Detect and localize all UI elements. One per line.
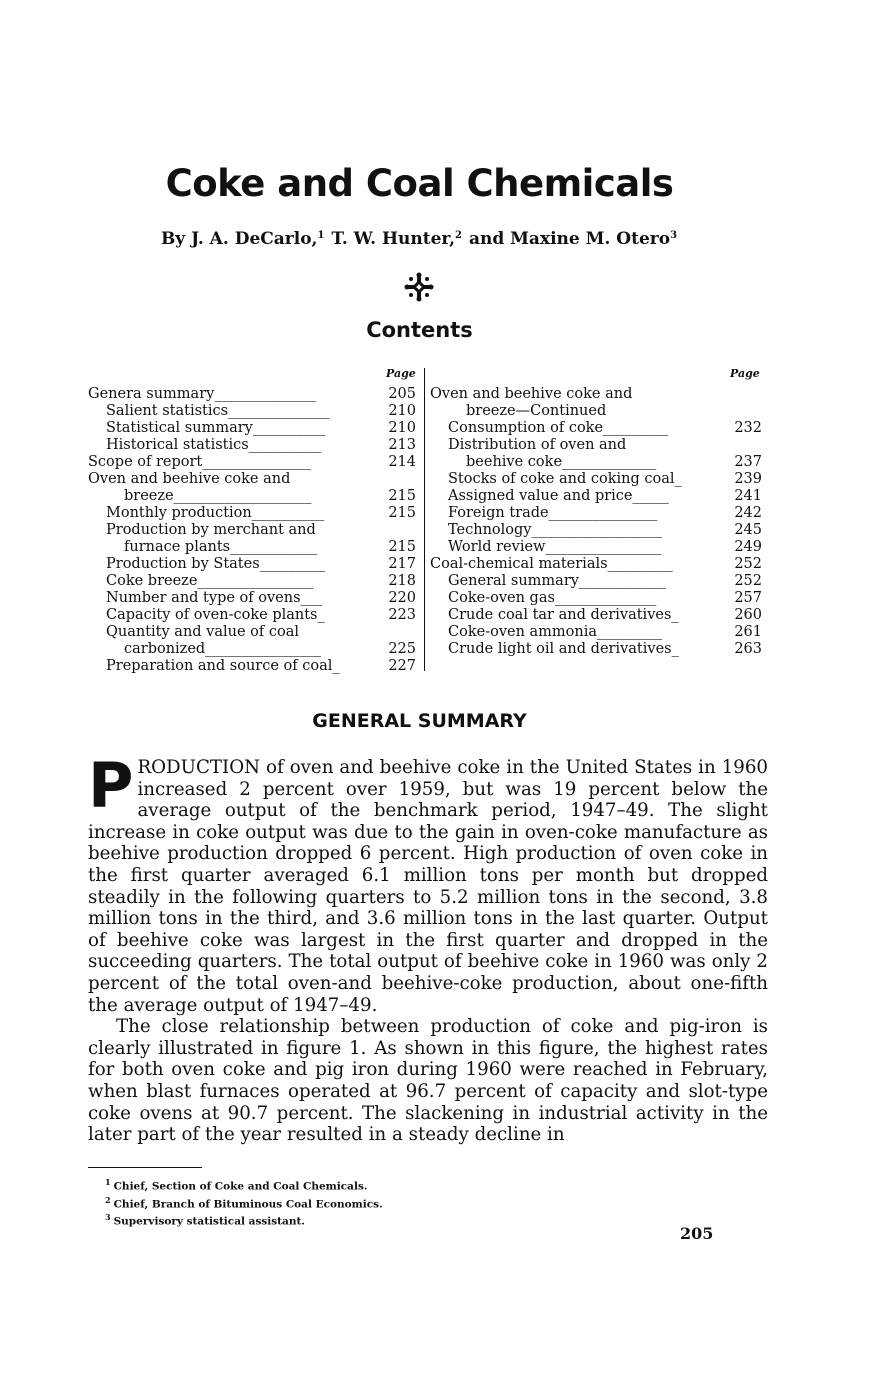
toc-page-number: 225 bbox=[388, 641, 416, 657]
toc-entry: Oven and beehive coke and bbox=[88, 471, 291, 487]
author-3-note: 3 bbox=[670, 230, 678, 241]
toc-entry: Foreign trade_______________ bbox=[448, 505, 658, 521]
drop-cap: P bbox=[88, 749, 134, 822]
toc-page-number: 249 bbox=[734, 539, 762, 555]
paragraph-1 bbox=[88, 749, 768, 1016]
toc-entry: Statistical summary__________ bbox=[106, 420, 326, 436]
toc-entry: Assigned value and price_____ bbox=[448, 488, 669, 504]
toc-entry: beehive coke_____________ bbox=[466, 454, 657, 470]
toc-entry: Number and type of ovens___ bbox=[106, 590, 323, 606]
toc-entry: Coke-oven ammonia_________ bbox=[448, 624, 663, 640]
toc-page-number: 210 bbox=[388, 420, 416, 436]
toc-page-number: 260 bbox=[734, 607, 762, 623]
toc-entry: Production by States_________ bbox=[106, 556, 325, 572]
toc-column-divider bbox=[424, 368, 425, 671]
page-number: 205 bbox=[680, 1224, 714, 1243]
toc-page-number: 252 bbox=[734, 573, 762, 589]
toc-entry: Technology__________________ bbox=[448, 522, 662, 538]
paragraph-1-text: RODUCTION of oven and beehive coke in the United States in 1960 increased 2 percent over 1959, but was 19 percent below the average output of the benchmark period, 1947–49. The slight increase in coke output was due to the gain in oven-coke manufacture as beehive production dropped 6 percent. High production of oven coke in the first quarter averaged 6.1 million tons per month but dropped steadily in the following quarters to 5.2 million tons in the second, 3.8 million tons in the third, and 3.6 million tons in the last quarter. Output of beehive coke was largest in the first quarter and dropped in the succeeding quarters. The total output of beehive coke in 1960 was only 2 percent of the total oven-and beehive-coke production, about one-fifth the average output of 1947–49. bbox=[88, 757, 768, 1016]
toc-entry: carbonized________________ bbox=[124, 641, 322, 657]
toc-entry: breeze—Continued bbox=[466, 403, 607, 419]
footnote bbox=[105, 1211, 383, 1229]
toc-entry: Coal-chemical materials_________ bbox=[430, 556, 673, 572]
author-3: and Maxine M. Otero bbox=[468, 229, 671, 249]
toc-right-page-label: Page bbox=[730, 367, 760, 380]
toc-page-number: 218 bbox=[388, 573, 416, 589]
paragraph-2: The close relationship between production of coke and pig-iron is clearly illustrated in figure 1. As shown in this figure, the highest rates for both oven coke and pig iron during 1960 were reached in February, when blast furnaces operated at 96.7 percent of capacity and slot-type coke ovens at 90.7 percent. The slackening in industrial activity in the later part of the year resulted in a steady decline in bbox=[88, 1016, 768, 1146]
toc-page-number: 213 bbox=[388, 437, 416, 453]
toc-page-number: 232 bbox=[734, 420, 762, 436]
toc-page-number: 261 bbox=[734, 624, 762, 640]
toc-entry: furnace plants____________ bbox=[124, 539, 318, 555]
toc-page-number: 237 bbox=[734, 454, 762, 470]
byline-by: By bbox=[160, 229, 186, 249]
toc-page-number: 210 bbox=[388, 403, 416, 419]
toc-entry: Capacity of oven-coke plants_ bbox=[106, 607, 325, 623]
footnote bbox=[105, 1176, 383, 1194]
toc-page-number: 257 bbox=[734, 590, 762, 606]
author-1: J. A. DeCarlo, bbox=[191, 229, 318, 249]
toc-entry: Coke-oven gas______________ bbox=[448, 590, 657, 606]
toc-left-page-label: Page bbox=[386, 367, 416, 380]
toc-page-number: 215 bbox=[388, 539, 416, 555]
toc-page-number: 214 bbox=[388, 454, 416, 470]
toc-entry: Crude light oil and derivatives_ bbox=[448, 641, 679, 657]
footnote-text: Supervisory statistical assistant. bbox=[113, 1215, 305, 1228]
toc-entry: Monthly production__________ bbox=[106, 505, 325, 521]
body-text bbox=[88, 749, 768, 1146]
toc-page-number: 252 bbox=[734, 556, 762, 572]
toc-page-number: 223 bbox=[388, 607, 416, 623]
author-1-note: 1 bbox=[317, 230, 325, 241]
author-2: T. W. Hunter, bbox=[331, 229, 456, 249]
toc-page-number: 220 bbox=[388, 590, 416, 606]
page-title: Coke and Coal Chemicals bbox=[165, 162, 674, 205]
toc-page-number: 239 bbox=[734, 471, 762, 487]
toc-page-number: 215 bbox=[388, 505, 416, 521]
toc-entry: Genera summary______________ bbox=[88, 386, 316, 402]
footnote bbox=[105, 1194, 383, 1212]
author-2-note: 2 bbox=[455, 230, 463, 241]
footnotes bbox=[105, 1176, 383, 1229]
toc-page-number: 263 bbox=[734, 641, 762, 657]
toc-entry: Coke breeze________________ bbox=[106, 573, 314, 589]
byline bbox=[0, 229, 839, 249]
toc-entry: Production by merchant and bbox=[106, 522, 316, 538]
toc-entry: Scope of report_______________ bbox=[88, 454, 311, 470]
toc-entry: Stocks of coke and coking coal_ bbox=[448, 471, 682, 487]
ornament-icon bbox=[404, 272, 434, 302]
toc-page-number: 205 bbox=[388, 386, 416, 402]
toc-entry: Preparation and source of coal_ bbox=[106, 658, 340, 674]
toc-page-number: 215 bbox=[388, 488, 416, 504]
toc-page-number: 242 bbox=[734, 505, 762, 521]
contents-heading: Contents bbox=[366, 318, 473, 342]
toc-entry: breeze___________________ bbox=[124, 488, 312, 504]
footnote-text: Chief, Section of Coke and Coal Chemicals. bbox=[113, 1180, 368, 1193]
footnote-text: Chief, Branch of Bituminous Coal Economics. bbox=[113, 1198, 383, 1210]
toc-entry: General summary____________ bbox=[448, 573, 666, 589]
toc-entry: Salient statistics______________ bbox=[106, 403, 330, 419]
footnote-mark: 3 bbox=[105, 1212, 111, 1222]
toc-entry: Quantity and value of coal bbox=[106, 624, 300, 640]
footnote-rule bbox=[88, 1167, 202, 1168]
toc-entry: Oven and beehive coke and bbox=[430, 386, 633, 402]
toc-page-number: 245 bbox=[734, 522, 762, 538]
toc-entry: Consumption of coke_________ bbox=[448, 420, 669, 436]
toc-page-number: 227 bbox=[388, 658, 416, 674]
toc-entry: World review________________ bbox=[448, 539, 662, 555]
toc-page-number: 217 bbox=[388, 556, 416, 572]
toc-entry: Crude coal tar and derivatives_ bbox=[448, 607, 679, 623]
toc-page-number: 241 bbox=[734, 488, 762, 504]
toc-entry: Distribution of oven and bbox=[448, 437, 627, 453]
section-heading: GENERAL SUMMARY bbox=[312, 710, 527, 732]
toc-entry: Historical statistics__________ bbox=[106, 437, 322, 453]
footnote-mark: 2 bbox=[105, 1194, 111, 1205]
footnote-mark: 1 bbox=[105, 1177, 111, 1187]
